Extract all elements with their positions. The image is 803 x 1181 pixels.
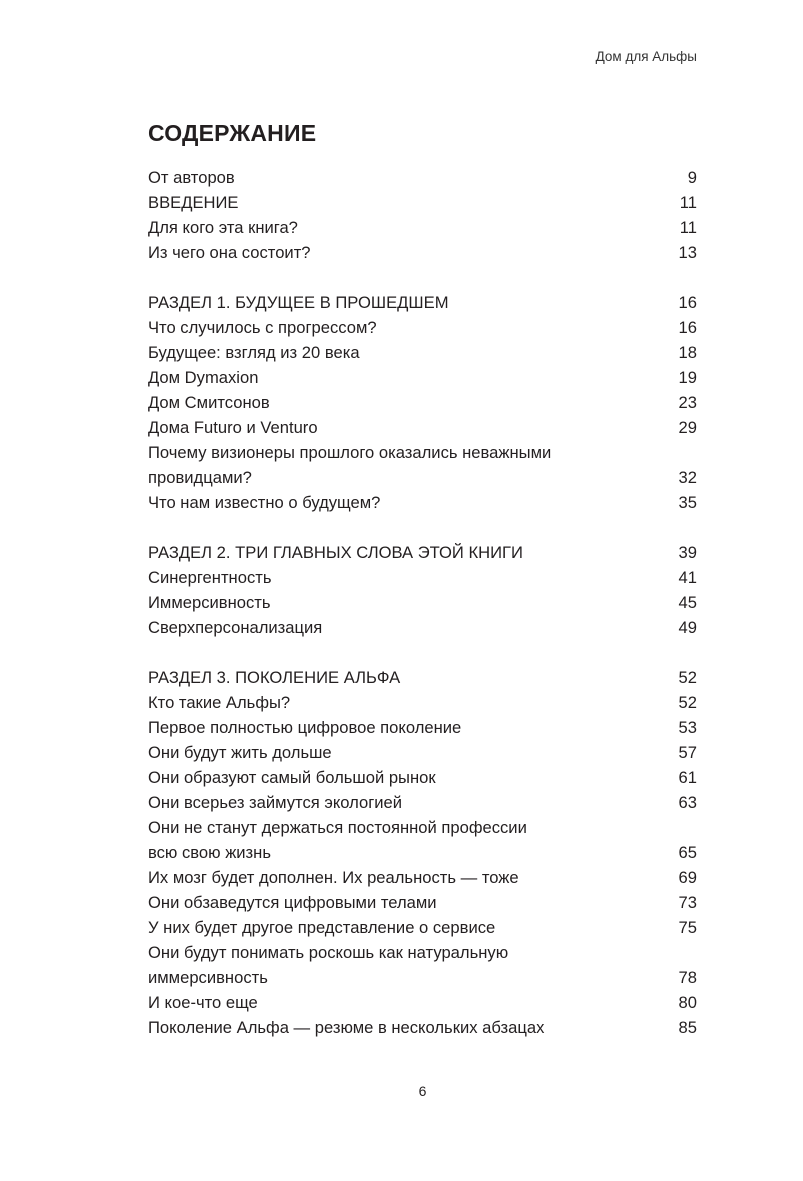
- toc-entry[interactable]: [148, 665, 697, 690]
- toc-entry-title: Дом Dymaxion: [148, 368, 259, 387]
- toc-entry-title: Почему визионеры прошлого оказались неважными: [148, 443, 552, 462]
- toc-entry-title: Кто такие Альфы?: [148, 693, 291, 712]
- toc-entry[interactable]: [148, 990, 697, 1015]
- toc-entry-page: 65: [678, 843, 697, 862]
- toc-entry-title: иммерсивность: [148, 968, 268, 987]
- toc-entry[interactable]: [148, 890, 697, 915]
- toc-entry-page: 45: [678, 593, 697, 612]
- toc-entry[interactable]: [148, 915, 697, 940]
- toc-entry-title: Поколение Альфа — резюме в нескольких абзацах: [148, 1018, 545, 1037]
- toc-entry-title: Дом Смитсонов: [148, 393, 270, 412]
- toc-entry-title: Их мозг будет дополнен. Их реальность — тоже: [148, 868, 519, 887]
- toc-entry-page: 41: [678, 568, 697, 587]
- toc-entry-page: 63: [678, 793, 697, 812]
- toc-entry-title: Они образуют самый большой рынок: [148, 768, 436, 787]
- toc-entry-title: Для кого эта книга?: [148, 218, 298, 237]
- toc-entry-title: Что случилось с прогрессом?: [148, 318, 377, 337]
- toc-entry-page: 57: [678, 743, 697, 762]
- running-head: Дом для Альфы: [595, 49, 697, 64]
- table-of-contents: [148, 165, 697, 1040]
- toc-entry-page: 11: [679, 218, 697, 237]
- toc-entry-page: 73: [678, 893, 697, 912]
- toc-entry[interactable]: [148, 1015, 697, 1040]
- toc-entry-page: 16: [678, 293, 697, 312]
- toc-entry[interactable]: [148, 790, 697, 815]
- toc-entry[interactable]: [148, 390, 697, 415]
- toc-entry-page: 52: [678, 693, 697, 712]
- toc-entry-title: Синергентность: [148, 568, 272, 587]
- toc-entry[interactable]: [148, 840, 697, 865]
- toc-entry-title: всю свою жизнь: [148, 843, 271, 862]
- toc-title: СОДЕРЖАНИЕ: [148, 120, 317, 146]
- toc-entry-page: 23: [678, 393, 697, 412]
- toc-entry[interactable]: [148, 590, 697, 615]
- toc-entry-title: Что нам известно о будущем?: [148, 493, 381, 512]
- toc-entry[interactable]: [148, 365, 697, 390]
- toc-entry[interactable]: [148, 490, 697, 515]
- toc-entry-title: Дома Futuro и Venturo: [148, 418, 318, 437]
- toc-entry[interactable]: [148, 415, 697, 440]
- toc-entry-title: Они обзаведутся цифровыми телами: [148, 893, 437, 912]
- toc-entry[interactable]: [148, 740, 697, 765]
- toc-entry-title: РАЗДЕЛ 2. ТРИ ГЛАВНЫХ СЛОВА ЭТОЙ КНИГИ: [148, 543, 523, 562]
- toc-entry-page: 80: [678, 993, 697, 1012]
- toc-entry[interactable]: [148, 565, 697, 590]
- toc-entry[interactable]: [148, 340, 697, 365]
- toc-entry-page: 78: [678, 968, 697, 987]
- toc-entry[interactable]: [148, 765, 697, 790]
- toc-entry-title: Из чего она состоит?: [148, 243, 311, 262]
- toc-entry-page: 75: [678, 918, 697, 937]
- toc-entry-title: Они не станут держаться постоянной профессии: [148, 818, 527, 837]
- toc-entry[interactable]: [148, 715, 697, 740]
- toc-entry[interactable]: [148, 440, 697, 465]
- toc-entry-title: Сверхперсонализация: [148, 618, 323, 637]
- toc-entry-page: 29: [678, 418, 697, 437]
- toc-entry-title: Они будут понимать роскошь как натуральную: [148, 943, 509, 962]
- toc-entry-page: 61: [678, 768, 697, 787]
- toc-entry-page: 85: [678, 1018, 697, 1037]
- toc-entry-title: От авторов: [148, 168, 235, 187]
- toc-entry-title: И кое-что еще: [148, 993, 258, 1012]
- toc-entry[interactable]: [148, 815, 697, 840]
- toc-entry[interactable]: [148, 165, 697, 190]
- toc-entry-title: Первое полностью цифровое поколение: [148, 718, 462, 737]
- toc-entry-page: 19: [678, 368, 697, 387]
- toc-entry-page: 9: [687, 168, 697, 187]
- toc-entry-page: 11: [679, 193, 697, 212]
- toc-entry-page: 32: [678, 468, 697, 487]
- toc-entry[interactable]: [148, 940, 697, 965]
- toc-entry-title: Будущее: взгляд из 20 века: [148, 343, 360, 362]
- toc-entry-title: У них будет другое представление о сервисе: [148, 918, 496, 937]
- toc-entry[interactable]: [148, 615, 697, 640]
- toc-entry[interactable]: [148, 190, 697, 215]
- toc-entry-page: 35: [678, 493, 697, 512]
- section-spacer: [148, 640, 697, 665]
- toc-entry-title: Они всерьез займутся экологией: [148, 793, 403, 812]
- page-number: 6: [418, 1083, 427, 1099]
- toc-entry-page: 18: [678, 343, 697, 362]
- toc-entry-page: 49: [678, 618, 697, 637]
- toc-entry[interactable]: [148, 240, 697, 265]
- toc-entry-title: РАЗДЕЛ 3. ПОКОЛЕНИЕ АЛЬФА: [148, 668, 401, 687]
- toc-entry-page: 16: [678, 318, 697, 337]
- toc-entry-page: 69: [678, 868, 697, 887]
- toc-entry[interactable]: [148, 965, 697, 990]
- toc-entry[interactable]: [148, 540, 697, 565]
- toc-entry-page: 13: [678, 243, 697, 262]
- toc-entry[interactable]: [148, 215, 697, 240]
- toc-entry-title: РАЗДЕЛ 1. БУДУЩЕЕ В ПРОШЕДШЕМ: [148, 293, 449, 312]
- section-spacer: [148, 265, 697, 290]
- section-spacer: [148, 515, 697, 540]
- toc-entry-title: Они будут жить дольше: [148, 743, 332, 762]
- toc-entry[interactable]: [148, 290, 697, 315]
- toc-entry[interactable]: [148, 865, 697, 890]
- toc-entry-title: провидцами?: [148, 468, 252, 487]
- toc-entry[interactable]: [148, 465, 697, 490]
- toc-entry[interactable]: [148, 315, 697, 340]
- toc-entry-title: Иммерсивность: [148, 593, 271, 612]
- toc-entry-title: ВВЕДЕНИЕ: [148, 193, 239, 212]
- toc-entry-page: 53: [678, 718, 697, 737]
- toc-entry-page: 39: [678, 543, 697, 562]
- toc-entry[interactable]: [148, 690, 697, 715]
- toc-entry-page: 52: [678, 668, 697, 687]
